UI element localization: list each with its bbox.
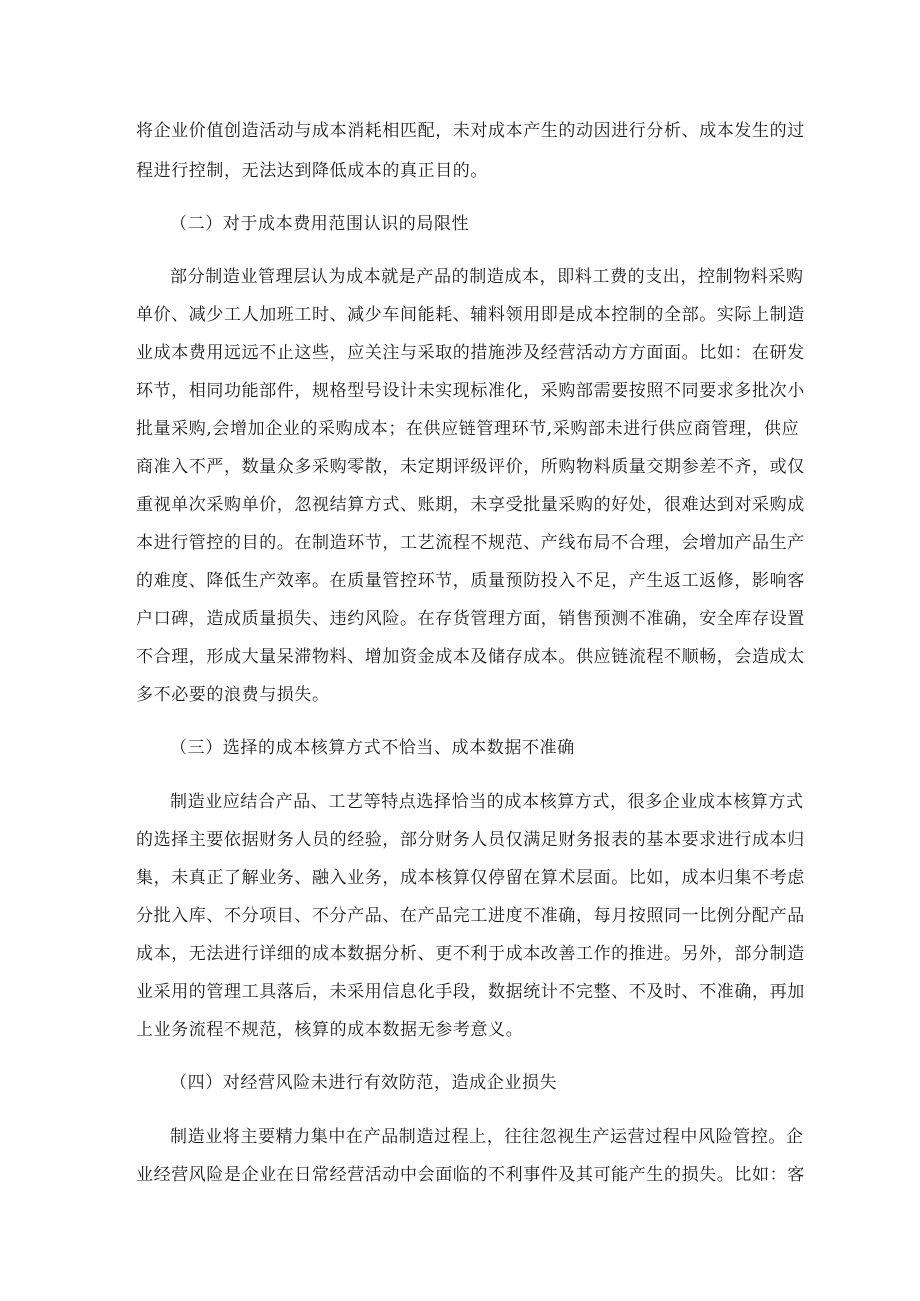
section-3-line-7: 上业务流程不规范，核算的成本数据无参考意义。 bbox=[136, 1020, 524, 1040]
section-3-line-4: 分批入库、不分项目、不分产品、在产品完工进度不准确，每月按照同一比例分配产品 bbox=[136, 906, 805, 926]
section-2-line-10: 户口碑，造成质量损失、违约风险。在存货管理方面，销售预测不准确，安全库存设置 bbox=[136, 609, 805, 629]
section-2-line-11: 不合理，形成大量呆滞物料、增加资金成本及储存成本。供应链流程不顺畅，会造成太 bbox=[136, 647, 805, 667]
section-3-line-3: 集，未真正了解业务、融入业务，成本核算仅停留在算术层面。比如，成本归集不考虑 bbox=[136, 868, 805, 888]
section-2-line-3: 业成本费用远远不止这些，应关注与采取的措施涉及经营活动方方面面。比如：在研发 bbox=[136, 343, 805, 363]
section-3-line-5: 成本，无法进行详细的成本数据分析、更不利于成本改善工作的推进。另外，部分制造 bbox=[136, 944, 805, 964]
section-3-heading: （三）选择的成本核算方式不恰当、成本数据不准确 bbox=[170, 738, 575, 758]
section-3-line-2: 的选择主要依据财务人员的经验，部分财务人员仅满足财务报表的基本要求进行成本归 bbox=[136, 830, 805, 850]
section-3-line-6: 业采用的管理工具落后，未采用信息化手段，数据统计不完整、不及时、不准确，再加 bbox=[136, 982, 805, 1002]
section-2-line-5: 批量采购,会增加企业的采购成本；在供应链管理环节,采购部未进行供应商管理，供应 bbox=[136, 419, 800, 439]
section-4-line-2: 业经营风险是企业在日常经营活动中会面临的不利事件及其可能产生的损失。比如：客 bbox=[136, 1165, 805, 1185]
section-2-line-2: 单价、减少工人加班工时、减少车间能耗、辅料领用即是成本控制的全部。实际上制造 bbox=[136, 305, 805, 325]
section-2-line-7: 重视单次采购单价，忽视结算方式、账期，未享受批量采购的好处，很难达到对采购成 bbox=[136, 495, 805, 515]
section-2-line-9: 的难度、降低生产效率。在质量管控环节，质量预防投入不足，产生返工返修，影响客 bbox=[136, 571, 805, 591]
section-2-line-8: 本进行管控的目的。在制造环节，工艺流程不规范、产线布局不合理，会增加产品生产 bbox=[136, 533, 805, 553]
section-2-line-12: 多不必要的浪费与损失。 bbox=[136, 685, 330, 705]
section-2-line-6: 商准入不严，数量众多采购零散，未定期评级评价，所购物料质量交期参差不齐，或仅 bbox=[136, 457, 805, 477]
section-4-line-1: 制造业将主要精力集中在产品制造过程上，往往忽视生产运营过程中风险管控。企 bbox=[170, 1127, 804, 1147]
section-2-heading: （二）对于成本费用范围认识的局限性 bbox=[170, 214, 470, 234]
intro-line-2: 程进行控制，无法达到降低成本的真正目的。 bbox=[136, 161, 488, 181]
section-4-heading: （四）对经营风险未进行有效防范，造成企业损失 bbox=[170, 1073, 558, 1093]
section-2-line-4: 环节，相同功能部件，规格型号设计未实现标准化，采购部需要按照不同要求多批次小 bbox=[136, 381, 805, 401]
section-2-line-1: 部分制造业管理层认为成本就是产品的制造成本，即料工费的支出，控制物料采购 bbox=[170, 267, 804, 287]
intro-line-1: 将企业价值创造活动与成本消耗相匹配，未对成本产生的动因进行分析、成本发生的过 bbox=[136, 121, 805, 141]
section-3-line-1: 制造业应结合产品、工艺等特点选择恰当的成本核算方式，很多企业成本核算方式 bbox=[170, 792, 804, 812]
